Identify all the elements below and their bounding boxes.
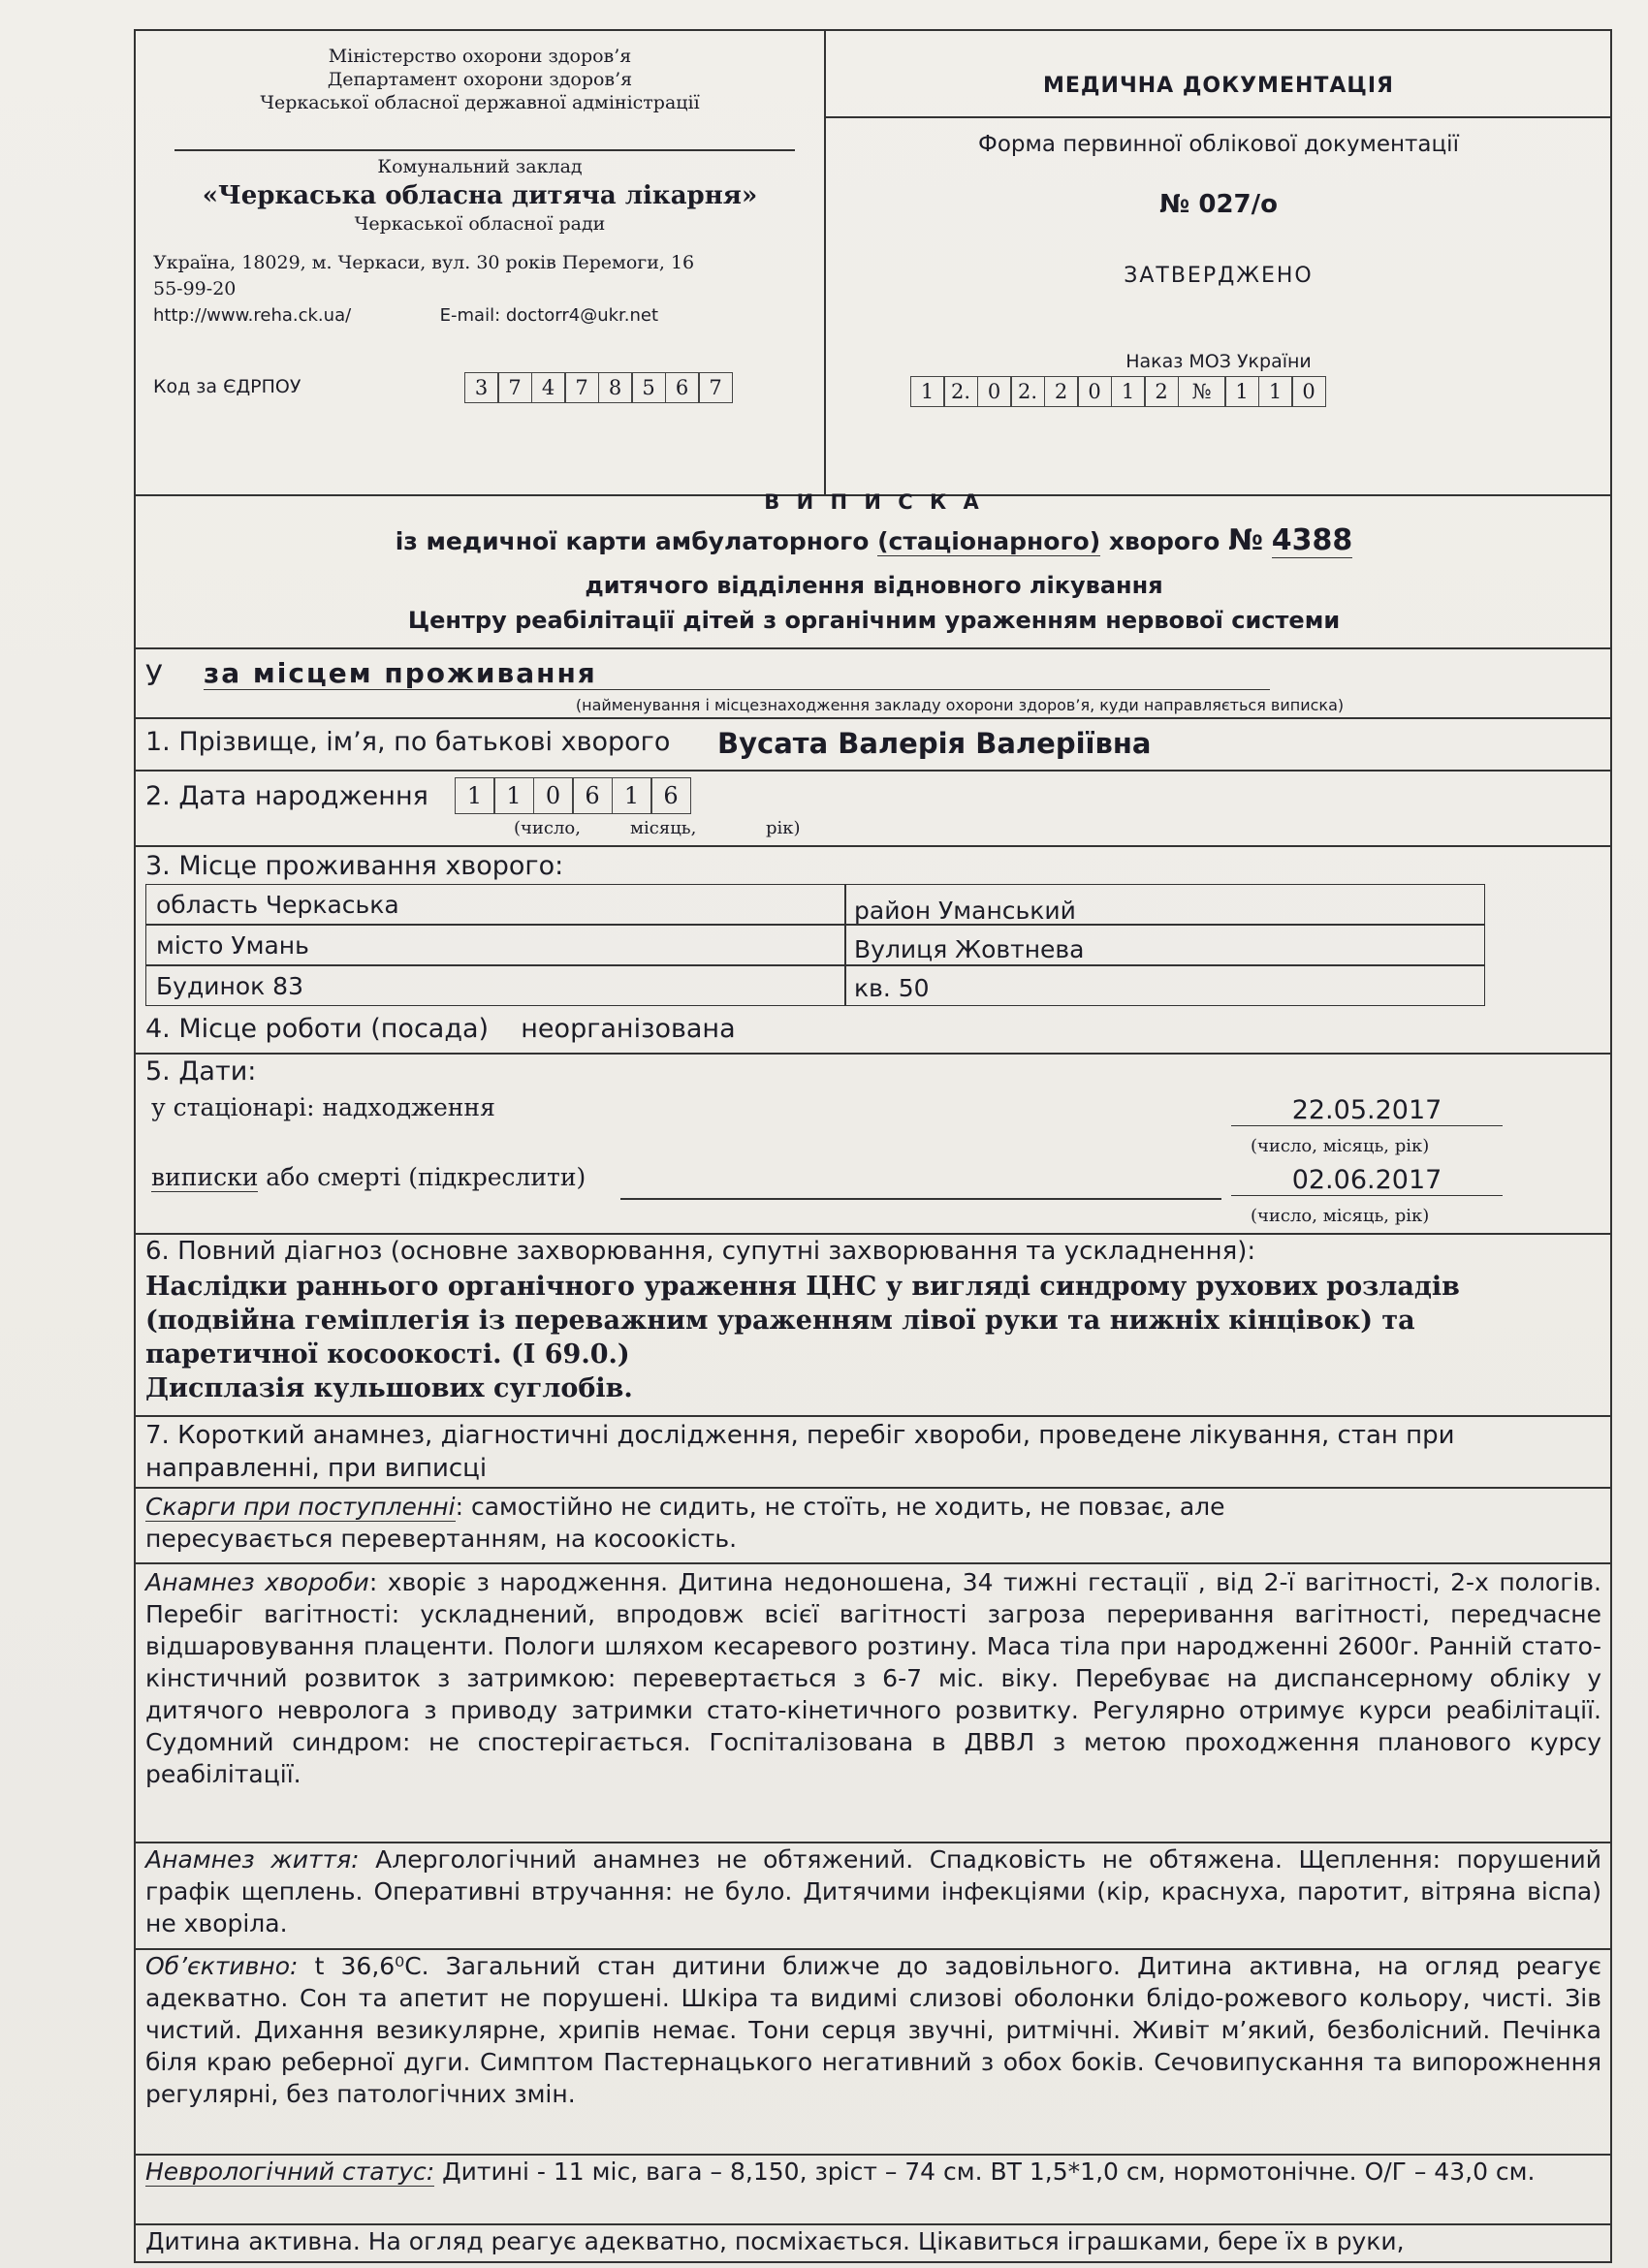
- row-rule: [136, 845, 1612, 847]
- document-title: В И П И С К А: [764, 490, 984, 514]
- order-date-digit: 0: [1077, 376, 1112, 407]
- section7-label-line: направленні, при виписці: [145, 1454, 488, 1483]
- diagnosis-line: (подвійна геміплегія із переважним ураженням лівої руки та нижніх кінцівок) та: [145, 1306, 1415, 1336]
- card-title-prefix: із медичної карти амбулаторного: [395, 527, 878, 555]
- row-rule: [136, 1233, 1612, 1235]
- order-date-digit: 2.: [1010, 376, 1045, 407]
- destination-prefix: У: [145, 659, 163, 692]
- form-number: № 027/о: [1159, 190, 1278, 219]
- work-row: [145, 1014, 736, 1044]
- neuro-text: Дитині - 11 міс, вага – 8,150, зріст – 74 см. ВТ 1,5*1,0 см, нормотонічне. О/Г – 43,0 см.: [434, 2158, 1536, 2186]
- admission-label: у стаціонарі: надходження: [151, 1093, 495, 1121]
- life-anamnesis-paragraph: [145, 1843, 1601, 1939]
- header-ministry-block: [136, 45, 824, 114]
- order-date-digit: 0: [977, 376, 1012, 407]
- header-rule: [174, 149, 795, 151]
- dob-hint-month: місяць,: [630, 818, 697, 838]
- administration-name: Черкаської обласної державної адміністрації: [260, 92, 700, 113]
- destination-value: за місцем проживання: [204, 657, 1270, 690]
- objective-paragraph: [145, 1950, 1601, 2110]
- dob-digit: 6: [650, 777, 691, 814]
- order-date-digit: 1: [1111, 376, 1146, 407]
- approved-label: ЗАТВЕРДЖЕНО: [1124, 264, 1314, 288]
- residence-table-rule: [146, 924, 1484, 926]
- diagnosis-line: Дисплазія кульшових суглобів.: [145, 1373, 633, 1403]
- complaints-text: : самостійно не сидить, не стоїть, не ходить, не повзає, але пересувається перевертанням, на косоокість.: [145, 1493, 1225, 1553]
- diagnosis-label: 6. Повний діагноз (основне захворювання, супутні захворювання та ускладнення):: [145, 1237, 1256, 1266]
- row-rule: [136, 1487, 1612, 1489]
- discharge-label-row: [151, 1163, 586, 1191]
- dob-hint-year: рік): [766, 818, 801, 838]
- dob-boxes: [456, 777, 691, 814]
- row-rule: [136, 1053, 1612, 1055]
- address-region: область Черкаська: [156, 891, 399, 919]
- edrpou-digit: 7: [497, 372, 532, 403]
- institution-phone: 55-99-20: [153, 278, 237, 299]
- row-rule: [136, 1415, 1612, 1417]
- discharge-underlined: виписки: [151, 1163, 259, 1191]
- institution-address: Україна, 18029, м. Черкаси, вул. 30 років Перемоги, 16: [153, 252, 695, 273]
- order-number-digit: 1: [1258, 376, 1293, 407]
- residence-table-rule: [146, 964, 1484, 966]
- discharge-date: 02.06.2017: [1231, 1165, 1503, 1196]
- order-number-digit: 1: [1224, 376, 1259, 407]
- card-number: 4388: [1271, 523, 1353, 557]
- patient-name-value: Вусата Валерія Валеріївна: [717, 727, 1152, 760]
- card-title-suffix: хворого: [1100, 527, 1228, 555]
- order-date: [911, 376, 1326, 407]
- form-label: Форма первинної облікової документації: [978, 132, 1459, 157]
- order-date-digit: 2: [1044, 376, 1079, 407]
- department-title: дитячого відділення відновного лікування: [585, 572, 1163, 599]
- dob-digit: 6: [572, 777, 613, 814]
- edrpou-digit: 7: [564, 372, 599, 403]
- discharge-form: [134, 29, 1612, 2263]
- edrpou-digit: 3: [464, 372, 499, 403]
- destination-hint: (найменування і місцезнаходження закладу охорони здоров’я, куди направляється виписка): [575, 696, 1345, 714]
- complaints-label: Скарги при поступленні: [145, 1493, 456, 1521]
- order-date-digit: 1: [910, 376, 945, 407]
- neuro-continuation: Дитина активна. На огляд реагує адекватно, посміхається. Цікавиться іграшками, бере їх в руки,: [145, 2227, 1405, 2255]
- title-bottom-rule: [136, 647, 1612, 649]
- institution-block: [136, 155, 824, 236]
- diagnosis-line: паретичної косоокості. (І 69.0.): [145, 1339, 630, 1370]
- edrpou-digit: 8: [598, 372, 633, 403]
- diagnosis-text: [145, 1270, 1600, 1405]
- order-number-digit: 0: [1291, 376, 1326, 407]
- anamnesis-paragraph: [145, 1566, 1601, 1790]
- council-name: Черкаської обласної ради: [354, 213, 606, 235]
- edrpou-digit: 4: [531, 372, 566, 403]
- dob-digit: 1: [493, 777, 534, 814]
- row-rule: [136, 770, 1612, 772]
- dob-label: 2. Дата народження: [145, 781, 428, 811]
- address-city: місто Умань: [156, 931, 309, 960]
- admission-date: 22.05.2017: [1231, 1095, 1503, 1126]
- edrpou-code: [465, 372, 733, 403]
- objective-label: Об’єктивно:: [145, 1952, 299, 1980]
- residence-label: 3. Місце проживання хворого:: [145, 851, 564, 881]
- row-rule: [136, 1562, 1612, 1564]
- edrpou-digit: 6: [665, 372, 700, 403]
- contact-block: [153, 250, 822, 329]
- edrpou-digit: 5: [631, 372, 666, 403]
- order-label: Наказ МОЗ України: [1125, 351, 1312, 372]
- order-date-digit: 2.: [943, 376, 978, 407]
- address-apartment: кв. 50: [854, 974, 930, 1002]
- institution-type: Комунальний заклад: [377, 156, 583, 177]
- section7-label: [145, 1419, 1600, 1485]
- institution-website: http://www.reha.ck.ua/: [153, 305, 352, 326]
- dob-digit: 1: [455, 777, 495, 814]
- institution-email: E-mail: doctorr4@ukr.net: [439, 305, 659, 326]
- dob-hint-day: (число,: [514, 818, 581, 838]
- objective-text: t 36,6⁰С. Загальний стан дитини ближче до задовільного. Дитина активна, на огляд реагує адекватно. Сон та апетит не порушені. Шкіра та видимі слизові оболонки блідо-рожевого кольору, чисті. Зів чистий. Дихання везикулярне, хрипів немає. Тони серця звучні, ритмічні. Живіт м’який, безболісний. Печінка біля краю реберної дуги. Симптом Пастернацького негативний з обох боків. Сечовипускання та випорожнення регулярні, без патологічних змін.: [145, 1952, 1601, 2108]
- discharge-hint: (число, місяць, рік): [1251, 1206, 1430, 1226]
- address-street: Вулиця Жовтнева: [854, 935, 1085, 963]
- neuro-paragraph: [145, 2156, 1601, 2188]
- dates-heading: 5. Дати:: [145, 1056, 257, 1087]
- address-district: район Уманський: [854, 897, 1076, 925]
- address-house: Будинок 83: [156, 972, 303, 1000]
- edrpou-digit: 7: [698, 372, 733, 403]
- patient-name-label: 1. Прізвище, ім’я, по батькові хворого: [145, 727, 671, 757]
- row-rule: [136, 717, 1612, 719]
- diagnosis-line: Наслідки раннього органічного ураження ЦНС у вигляді синдрому рухових розладів: [145, 1272, 1460, 1302]
- edrpou-label: Код за ЄДРПОУ: [153, 376, 301, 397]
- order-date-digit: 2: [1144, 376, 1179, 407]
- number-sign: №: [1227, 523, 1264, 557]
- discharge-label: або смерті (підкреслити): [258, 1163, 586, 1191]
- section7-label-line: 7. Короткий анамнез, діагностичні дослідження, перебіг хвороби, проведене лікування, стан при: [145, 1421, 1455, 1450]
- anamnesis-text: : хворіє з народження. Дитина недоношена, 34 тижні гестації , від 2-ї вагітності, 2-х пологів. Перебіг вагітності: ускладнений, впродовж всієї вагітності загроза переривання вагітності, передчасне відшаровування плаценти. Пологи шляхом кесаревого розтину. Маса тіла при народженні 2600г. Ранній стато-кінстичний розвиток з затримкою: перевертається з 6-7 міс. віку. Перебуває на диспансерному обліку у дитячого невролога з приводу затримки стато-кінетичного розвитку. Регулярно отримує курси реабілітації. Судомний синдром: не спостерігається. Госпіталізована в ДВВЛ з метою проходження планового курсу реабілітації.: [145, 1568, 1601, 1788]
- residence-table: [145, 884, 1485, 1006]
- neuro-label: Неврологічний статус:: [145, 2158, 435, 2186]
- institution-name: «Черкаська обласна дитяча лікарня»: [202, 181, 758, 210]
- work-label: 4. Місце роботи (посада): [145, 1014, 490, 1044]
- department-name: Департамент охорони здоров’я: [327, 69, 633, 90]
- life-anamnesis-text: Алергологічний анамнез не обтяжений. Спадковість не обтяжена. Щеплення: порушений графік щеплень. Оперативні втручання: не було. Дитячими інфекціями (кір, краснуха, паротит, вітряна віспа) не хворіла.: [145, 1845, 1602, 1937]
- order-number-sign: №: [1178, 376, 1226, 407]
- complaints-paragraph: [145, 1491, 1600, 1555]
- residence-table-divider: [844, 885, 846, 1005]
- dob-digit: 0: [533, 777, 574, 814]
- card-title-line: [136, 523, 1612, 557]
- life-anamnesis-label: Анамнез життя:: [145, 1845, 360, 1874]
- medical-documentation-label: МЕДИЧНА ДОКУМЕНТАЦІЯ: [1043, 74, 1394, 98]
- anamnesis-label: Анамнез хвороби: [145, 1568, 369, 1596]
- discharge-blank-line: [620, 1198, 1221, 1200]
- work-value: неорганізована: [521, 1014, 736, 1044]
- card-type-underlined: (стаціонарного): [877, 527, 1101, 555]
- header-right-rule: [826, 116, 1612, 118]
- dob-digit: 1: [612, 777, 652, 814]
- ministry-name: Міністерство охорони здоров’я: [328, 46, 632, 67]
- admission-hint: (число, місяць, рік): [1251, 1136, 1430, 1156]
- center-title: Центру реабілітації дітей з органічним ураженням нервової системи: [407, 607, 1341, 634]
